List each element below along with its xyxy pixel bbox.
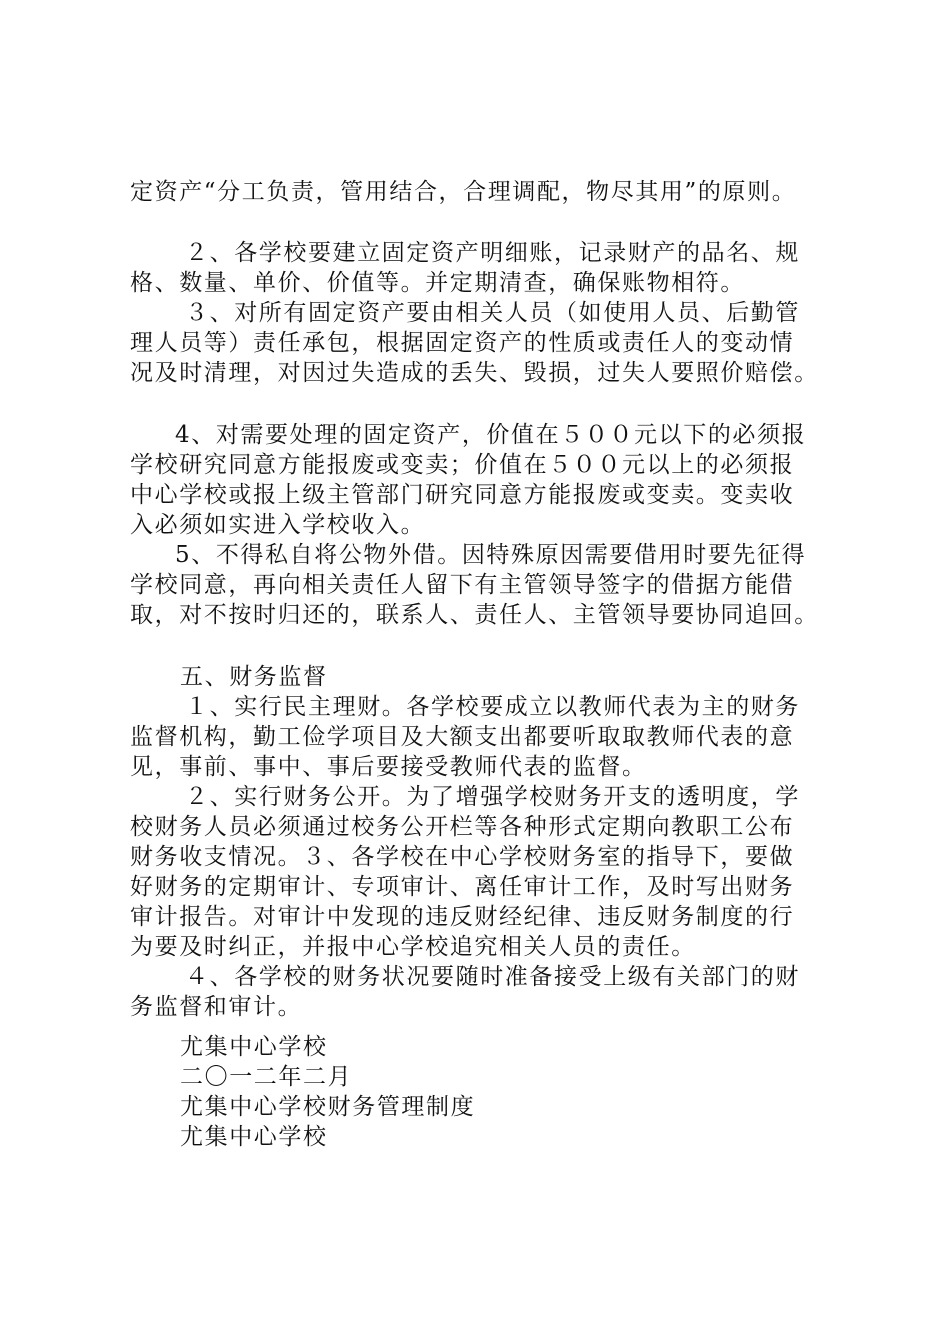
text-line: 学校同意，再向相关责任人留下有主管领导签字的借据方能借 <box>130 572 795 598</box>
text-line: 中心学校或报上级主管部门研究同意方能报废或变卖。变卖收 <box>130 482 795 508</box>
text-line: 审计报告。对审计中发现的违反财经纪律、违反财务制度的行 <box>130 904 795 930</box>
text-line: ４、各学校的财务状况要随时准备接受上级有关部门的财 <box>185 964 800 990</box>
signature-date: 二〇一二年二月 <box>180 1064 353 1090</box>
text-line: 5、不得私自将公物外借。因特殊原因需要借用时要先征得 <box>175 542 807 568</box>
text-line: 为要及时纠正，并报中心学校追究相关人员的责任。 <box>130 934 696 960</box>
text-line: 定资产“分工负责，管用结合，合理调配，物尽其用”的原则。 <box>130 179 797 205</box>
text-line: 务监督和审计。 <box>130 994 303 1020</box>
text-line: 见，事前、事中、事后要接受教师代表的监督。 <box>130 754 647 780</box>
text-line: 格、数量、单价、价值等。并定期清查，确保账物相符。 <box>130 270 745 296</box>
section-heading: 五、财务监督 <box>180 664 328 690</box>
text-line: １、实行民主理财。各学校要成立以教师代表为主的财务 <box>185 694 800 720</box>
text-line: 理人员等）责任承包，根据固定资产的性质或责任人的变动情 <box>130 330 795 356</box>
text-line: 取，对不按时归还的，联系人、责任人、主管领导要协同追回。 <box>130 602 819 628</box>
text-line: ２、各学校要建立固定资产明细账，记录财产的品名、规 <box>185 240 800 266</box>
text-line: 校财务人员必须通过校务公开栏等各种形式定期向教职工公布 <box>130 814 795 840</box>
text-line: 好财务的定期审计、专项审计、离任审计工作，及时写出财务 <box>130 874 795 900</box>
school-name: 尤集中心学校 <box>180 1124 328 1150</box>
signature-school: 尤集中心学校 <box>180 1034 328 1060</box>
text-line: 况及时清理，对因过失造成的丢失、毁损，过失人要照价赔偿。 <box>130 360 819 386</box>
text-line: 4、对需要处理的固定资产，价值在５００元以下的必须报 <box>175 422 807 448</box>
text-line: 入必须如实进入学校收入。 <box>130 512 426 538</box>
document-title: 尤集中心学校财务管理制度 <box>180 1094 476 1120</box>
text-line: ３、对所有固定资产要由相关人员（如使用人员、后勤管 <box>185 300 800 326</box>
text-line: 财务收支情况。３、各学校在中心学校财务室的指导下，要做 <box>130 844 795 870</box>
text-line: 监督机构，勤工俭学项目及大额支出都要听取取教师代表的意 <box>130 724 795 750</box>
text-line: 学校研究同意方能报废或变卖；价值在５００元以上的必须报 <box>130 452 795 478</box>
text-line: ２、实行财务公开。为了增强学校财务开支的透明度，学 <box>185 784 800 810</box>
